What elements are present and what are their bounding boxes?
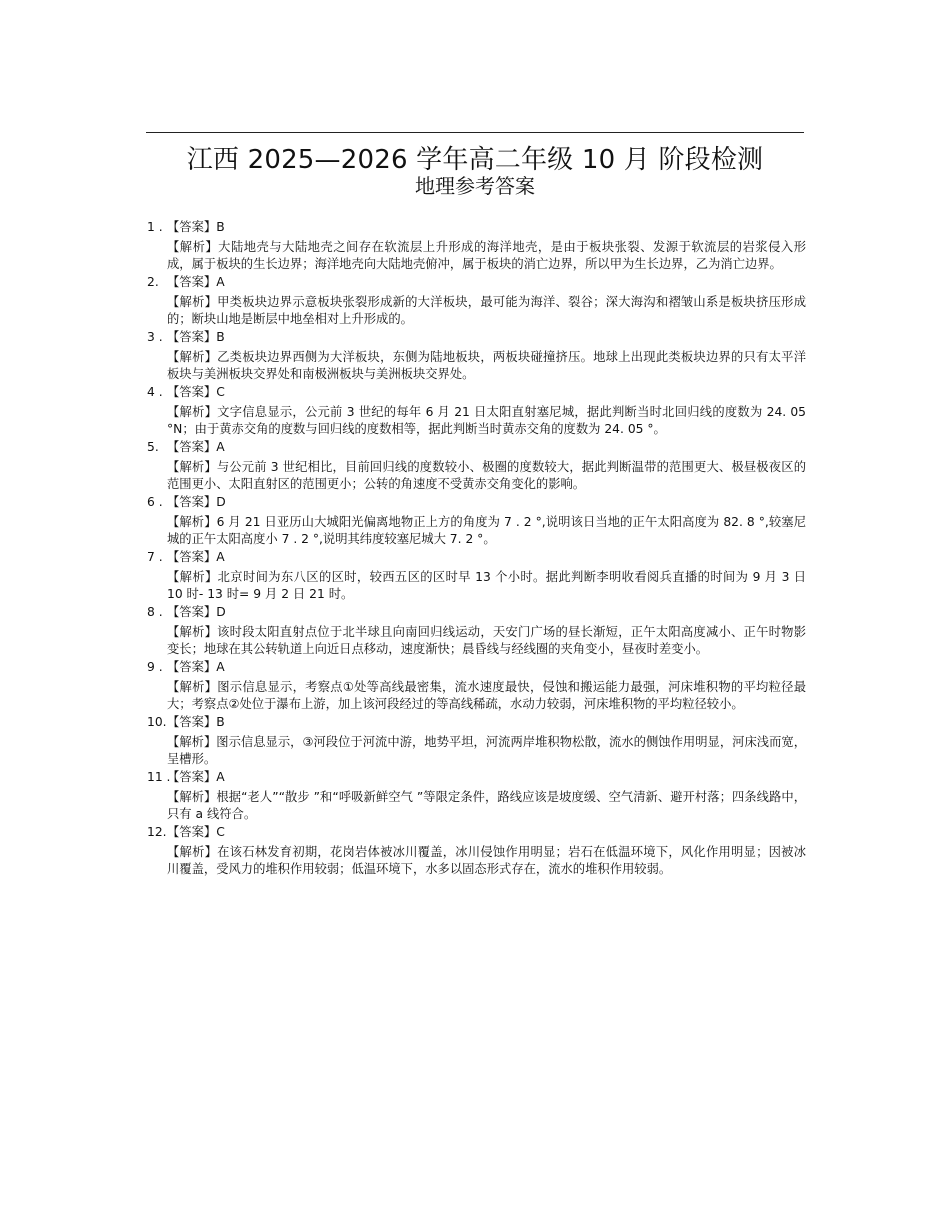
- question-number: 9 .: [147, 660, 163, 674]
- answer-text: 【答案】A: [167, 770, 225, 784]
- analysis-text: 【解析】与公元前 3 世纪相比，目前回归线的度数较小、极圈的度数较大，据此判断温带的范围更大、极昼极夜区的范围更小、太阳直射区的范围更小；公转的角速度不受黄赤交角变化的影响。: [167, 460, 806, 491]
- answer-item-10: [146, 714, 806, 768]
- answer-item-12: [146, 824, 806, 878]
- analysis-text: 【解析】大陆地壳与大陆地壳之间存在软流层上升形成的海洋地壳，是由于板块张裂、发源于软流层的岩浆侵入形成，属于板块的生长边界；海洋地壳向大陆地壳俯冲，属于板块的消亡边界，所以甲为生长边界，乙为消亡边界。: [167, 240, 806, 271]
- answer-text: 【答案】D: [167, 605, 226, 619]
- answer-line: [146, 384, 806, 400]
- question-number: 11 .: [147, 770, 171, 784]
- answer-text: 【答案】A: [167, 440, 225, 454]
- question-number: 8 .: [147, 605, 163, 619]
- answer-text: 【答案】B: [167, 330, 225, 344]
- analysis-text: 【解析】该时段太阳直射点位于北半球且向南回归线运动，天安门广场的昼长渐短，正午太阳高度减小、正午时物影变长；地球在其公转轨道上向近日点移动，速度渐快；晨昏线与经线圈的夹角变小，昼夜时差变小。: [167, 625, 806, 656]
- analysis-text: 【解析】根据“老人”“散步 ”和“呼吸新鲜空气 ”等限定条件，路线应该是坡度缓、空气清新、避开村落；四条线路中，只有 a 线符合。: [167, 790, 806, 821]
- answer-item-1: [146, 219, 806, 273]
- question-number: 2.: [147, 275, 159, 289]
- answer-line: [146, 824, 806, 840]
- answer-line: [146, 549, 806, 565]
- answer-line: [146, 659, 806, 675]
- answer-item-2: [146, 274, 806, 328]
- analysis-text: 【解析】乙类板块边界西侧为大洋板块，东侧为陆地板块，两板块碰撞挤压。地球上出现此类板块边界的只有太平洋板块与美洲板块交界处和南极洲板块与美洲板块交界处。: [167, 350, 806, 381]
- answer-text: 【答案】A: [167, 550, 225, 564]
- analysis-text: 【解析】6 月 21 日亚历山大城阳光偏离地物正上方的角度为 7 . 2 °,说明该日当地的正午太阳高度为 82. 8 °,较塞尼城的正午太阳高度小 7 . 2 °,说明其纬度较塞尼城大 7. 2 °。: [167, 515, 806, 546]
- document-title: 江西 2025—2026 学年高二年级 10 月 阶段检测: [186, 145, 764, 175]
- answer-text: 【答案】A: [167, 660, 225, 674]
- answer-list: [146, 219, 806, 879]
- answer-line: [146, 274, 806, 290]
- question-number: 5.: [147, 440, 159, 454]
- analysis-text: 【解析】图示信息显示，考察点①处等高线最密集，流水速度最快，侵蚀和搬运能力最强，河床堆积物的平均粒径最大；考察点②处位于瀑布上游，加上该河段经过的等高线稀疏，水动力较弱，河床堆积物的平均粒径较小。: [167, 680, 806, 711]
- question-number: 1 .: [147, 220, 163, 234]
- question-number: 12.: [147, 825, 167, 839]
- answer-item-6: [146, 494, 806, 548]
- answer-item-9: [146, 659, 806, 713]
- answer-item-7: [146, 549, 806, 603]
- answer-text: 【答案】D: [167, 495, 226, 509]
- answer-text: 【答案】B: [167, 220, 225, 234]
- question-number: 6 .: [147, 495, 163, 509]
- answer-text: 【答案】A: [167, 275, 225, 289]
- answer-line: [146, 714, 806, 730]
- answer-line: [146, 439, 806, 455]
- question-number: 4 .: [147, 385, 163, 399]
- question-number: 3 .: [147, 330, 163, 344]
- answer-text: 【答案】B: [167, 715, 225, 729]
- answer-line: [146, 329, 806, 345]
- analysis-text: 【解析】甲类板块边界示意板块张裂形成新的大洋板块，最可能为海洋、裂谷；深大海沟和褶皱山系是板块挤压形成的；断块山地是断层中地垒相对上升形成的。: [167, 295, 806, 326]
- answer-item-8: [146, 604, 806, 658]
- answer-line: [146, 604, 806, 620]
- document-subtitle: 地理参考答案: [415, 174, 535, 198]
- answer-item-3: [146, 329, 806, 383]
- answer-item-5: [146, 439, 806, 493]
- answer-line: [146, 494, 806, 510]
- question-number: 7 .: [147, 550, 163, 564]
- answer-item-4: [146, 384, 806, 438]
- analysis-text: 【解析】图示信息显示，③河段位于河流中游，地势平坦，河流两岸堆积物松散，流水的侧蚀作用明显，河床浅而宽，呈槽形。: [167, 735, 806, 766]
- analysis-text: 【解析】在该石林发育初期，花岗岩体被冰川覆盖，冰川侵蚀作用明显；岩石在低温环境下，风化作用明显；因被冰川覆盖，受风力的堆积作用较弱；低温环境下，水多以固态形式存在，流水的堆积作用较弱。: [167, 845, 806, 876]
- answer-line: [146, 219, 806, 235]
- answer-text: 【答案】C: [167, 825, 225, 839]
- answer-item-11: [146, 769, 806, 823]
- question-number: 10.: [147, 715, 167, 729]
- answer-line: [146, 769, 806, 785]
- analysis-text: 【解析】北京时间为东八区的区时，较西五区的区时早 13 个小时。据此判断李明收看阅兵直播的时间为 9 月 3 日 10 时- 13 时= 9 月 2 日 21 时。: [167, 570, 806, 601]
- answer-text: 【答案】C: [167, 385, 225, 399]
- analysis-text: 【解析】文字信息显示，公元前 3 世纪的每年 6 月 21 日太阳直射塞尼城，据此判断当时北回归线的度数为 24. 05 °N；由于黄赤交角的度数与回归线的度数相等，据此判断当时黄赤交角的度数为 24. 05 °。: [167, 405, 806, 436]
- header-rule: [146, 132, 804, 133]
